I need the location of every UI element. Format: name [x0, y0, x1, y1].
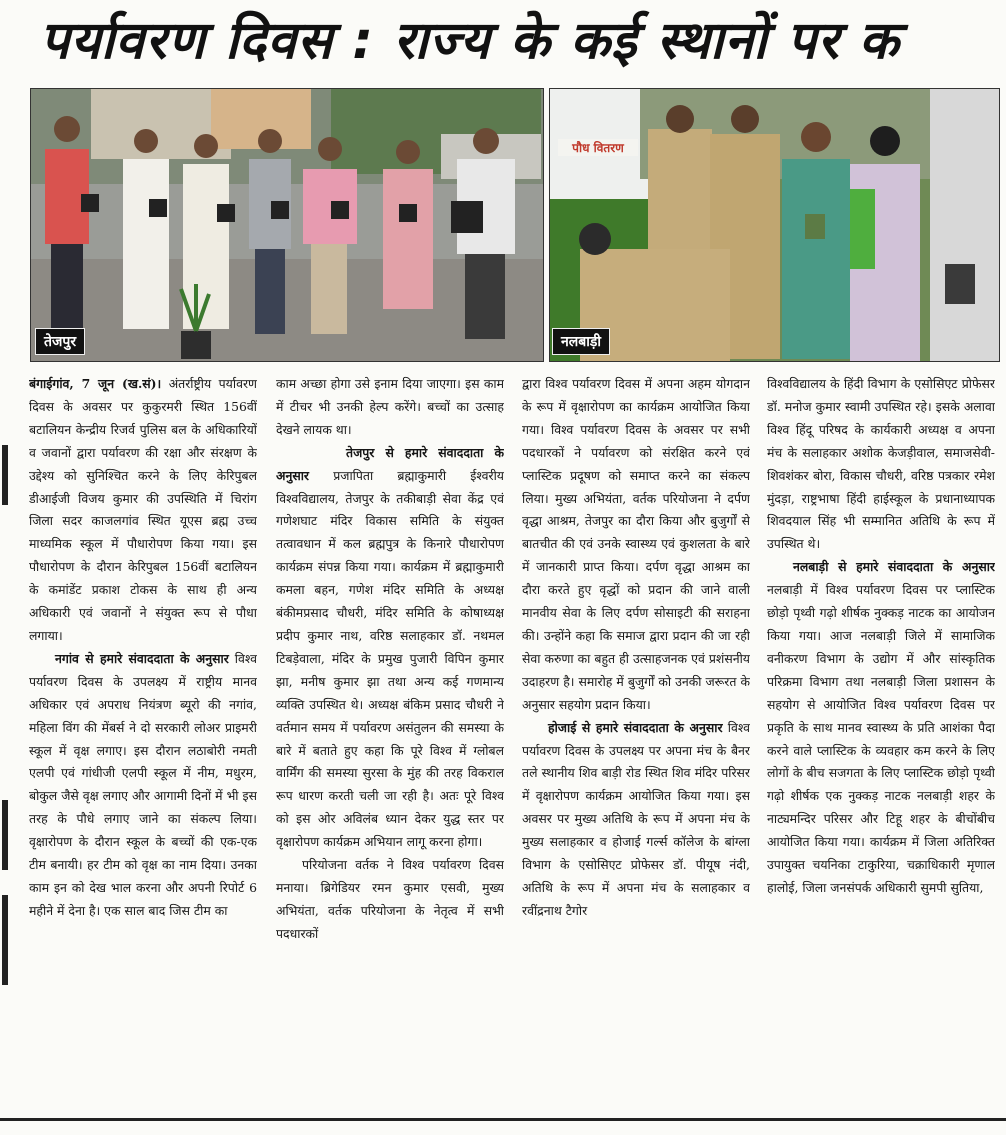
- photo-nalbari: [549, 88, 1000, 362]
- paragraph-text: अंतर्राष्ट्रीय पर्यावरण दिवस के अवसर पर कुकुरमरी स्थित 156वीं बटालियन केन्द्रीय रिजर्व पुलिस बल के अधिकारियों व जवानों द्वारा पर्यावरण की रक्षा और संरक्षण के उद्देश्य को सुनिश्चित करने के लिए केरिपुबल डीआईजी विजय कुमार की उपस्थिति में चिरांग जिला सदर काजलगांव स्थित यूएस ब्रह्म उच्च माध्यमिक स्कूल में पौधारोपण किया गया। इस पौधारोपण के दौरान केरिपुबल 156वीं बटालियन के कमांडेंट प्रकाश टोकस के साथ ही अन्य अधिकारी एवं जवानों ने संयुक्त रूप से पौधा लगाया।: [29, 376, 257, 643]
- article-column-3: [522, 373, 750, 1113]
- photo-tezpur: [30, 88, 544, 362]
- paragraph-text: विश्व पर्यावरण दिवस के उपलक्ष्य पर अपना मंच के बैनर तले स्थानीय शिव बाड़ी रोड स्थित शिव मंदिर परिसर में वृक्षारोपण कार्यक्रम आयोजित किया गया। इस अवसर पर मुख्य अतिथि के रूप में अपना मंच के मुख्य सलाहकार व होजाई गर्ल्स कॉलेज के बांग्ला विभाग के एसोसिएट प्रोफेसर डॉ. पीयूष नंदी, अतिथि के रूप में अपना मंच के सलाहकार व रवींद्रनाथ टैगोर: [522, 719, 750, 918]
- paragraph-text: नलबाड़ी में विश्व पर्यावरण दिवस पर प्लास्टिक छोड़ो पृथ्वी गढ़ो शीर्षक नुक्कड़ नाटक का आयोजन किया गया। आज नलबाड़ी जिले में सामाजिक वनीकरण विभाग के उद्योग में और सांस्कृतिक परिक्रमा विभाग तथा नलबाड़ी जिला प्रशासन के सहयोग से आयोजित विश्व पर्यावरण दिवस पर प्रकृति के साथ मानव स्वास्थ्य के प्रति आशंका पैदा करने वाले प्लास्टिक के व्यवहार कम करने के लिए लोगों के बीच सजगता के लिए प्लास्टिक छोड़ो पृथ्वी गढ़ो शीर्षक एक नुक्कड़ नाटक नलबाड़ी शहर के नाट्यमन्दिर परिसर और टिहू शहर के बीचोंबीच आयोजित किया गया। कार्यक्रम में जिला अतिरिक्त उपायुक्त चयनिका टाकुरिया, चक्राधिकारी मृणाल हालोई, जिला जनसंपर्क अधिकारी सुमपी सुतिया,: [767, 582, 995, 895]
- correspondent-lead: होजाई से हमारे संवाददाता के अनुसार: [548, 719, 723, 735]
- paragraph-text: विश्वविद्यालय के हिंदी विभाग के एसोसिएट प्रोफेसर डॉ. मनोज कुमार स्वामी उपस्थित रहे। इसके अलावा विश्व हिंदू परिषद के कार्यकारी अध्यक्ष व अपना मंच के सलाहकार अशोक केजड़ीवाल, समाजसेवी-शिवशंकर बोरा, विकास चौधरी, वरिष्ठ पत्रकार रमेश मुंदड़ा, राष्ट्रभाषा हिंदी हाईस्कूल के प्रधानाध्यापक शिवदयाल सिंह भी सम्मानित अतिथि के रूप में उपस्थित थे।: [767, 376, 995, 552]
- paragraph-text: परियोजना वर्तक ने विश्व पर्यावरण दिवस मनाया। ब्रिगेडियर रमन कुमार एसवी, मुख्य अभियंता, वर्तक परियोजना के नेतृत्व में सभी पदधारकों: [276, 857, 504, 941]
- adjacent-column-edge: [0, 95, 12, 1095]
- paragraph-text: द्वारा विश्व पर्यावरण दिवस में अपना अहम योगदान के रूप में वृक्षारोपण का कार्यक्रम आयोजित किया गया। विश्व पर्यावरण दिवस के अवसर पर सभी पदधारकों ने पर्यावरण को संरक्षित करने एवं प्लास्टिक प्रदूषण को समाप्त करने का संकल्प लिया। मुख्य अभियंता, वर्तक परियोजना ने दर्पण वृद्धा आश्रम, तेजपुर का दौरा किया और बुजुर्गों से बातचीत की एवं उनके स्वास्थ्य एवं कुशलता के बारे में जानकारी प्राप्त किया। दर्पण वृद्धा आश्रम का दौरा करते हुए वृद्धों को प्रदान की जाने वाली मानवीय सेवा के लिए दर्पण सोसाइटी की सराहना की। उन्होंने कहा कि समाज द्वारा प्रदान की जा रही सेवा करुणा का बहुत ही उत्साहजनक एवं प्रशंसनीय उदाहरण है। समारोह में बुजुर्गों को उनकी जरूरत के अनुसार सहयोग प्रदान किया।: [522, 376, 750, 712]
- correspondent-lead: नलबाड़ी से हमारे संवाददाता के अनुसार: [793, 559, 995, 575]
- paragraph: [767, 556, 995, 900]
- paragraph: [276, 373, 504, 442]
- article-column-2: [276, 373, 504, 1113]
- paragraph-text: प्रजापिता ब्रह्माकुमारी ईश्वरीय विश्वविद्यालय, तेजपुर के तकीबाड़ी सेवा केंद्र एवं गणेशघाट मंदिर विकास समिति के संयुक्त तत्वावधान में कल ब्रह्मपुत्र के किनारे पौधारोपण कार्यक्रम संपन्न किया गया। कार्यक्रम में ब्रह्माकुमारी कमला बहन, गणेश मंदिर समिति के अध्यक्ष बंकीमप्रसाद चौधरी, मंदिर समिति के कोषाध्यक्ष प्रदीप कुमार नाथ, वरिष्ठ सलाहकार डॉ. नथमल टिबड़ेवाला, मंदिर के प्रमुख पुजारी विपिन कुमार झा, मनीष कुमार झा तथा अन्य कई गणमान्य व्यक्ति उपस्थित थे। अध्यक्ष बंकिम प्रसाद चौधरी ने वर्तमान समय में पर्यावरण असंतुलन की समस्या के बारे में बताते हुए कहा कि पूरे विश्व में ग्लोबल वार्मिंग की समस्या सुरसा के मुंह की तरह विकराल रूप धारण करती चली जा रही है। अतः पूरे विश्व को इस ओर अविलंब ध्यान देकर युद्ध स्तर पर वृक्षारोपण कार्यक्रम अभियान लागू करना होगा।: [276, 467, 504, 850]
- paragraph: [522, 717, 750, 923]
- paragraph: [29, 373, 257, 648]
- paragraph: [276, 442, 504, 854]
- photo-caption: नलबाड़ी: [552, 328, 610, 355]
- page-bottom-rule: [0, 1118, 1006, 1121]
- article-column-4: [767, 373, 995, 1113]
- photo-caption: तेजपुर: [35, 328, 85, 355]
- dateline: बंगाईगांव, 7 जून (ख.सं)।: [29, 376, 162, 391]
- headline: पर्यावरण दिवस : राज्य के कई स्थानों पर क: [40, 11, 900, 71]
- paragraph: [522, 373, 750, 717]
- paragraph: [767, 373, 995, 556]
- paragraph: [29, 648, 257, 923]
- article-column-1: [29, 373, 257, 1113]
- correspondent-lead: नगांव से हमारे संवाददाता के अनुसार: [55, 650, 229, 666]
- correspondent-lead: तेजपुर से हमारे संवाददाता के अनुसार: [276, 444, 504, 483]
- paragraph-text: विश्व पर्यावरण दिवस के उपलक्ष्य में राष्ट्रीय मानव अधिकार एवं अपराध नियंत्रण ब्यूरो की नगांव, महिला विंग की मेंबर्स ने दो सरकारी लोअर प्राइमरी स्कूल में वृक्ष लगाए। इस दौरान लठाबोरी नमती एलपी एवं गांधीजी एलपी स्कूल में नीम, मधुरम, बोकुल जैसे वृक्ष लगाए और आगामी दिनों में भी इस तरह के पौधे लगाए जाने का संकल्प लिया। वृक्षारोपण के दौरान स्कूल के बच्चों की एक-एक टीम बनायी। हर टीम को वृक्ष का नाम दिया। उनका काम इन को देख भाल करना और अपनी रिपोर्ट 6 महीने में देना है। एक साल बाद जिस टीम का: [29, 650, 257, 918]
- plant-distribution-banner: पौध वितरण: [558, 139, 638, 156]
- paragraph-text: काम अच्छा होगा उसे इनाम दिया जाएगा। इस काम में टीचर भी उनकी हेल्प करेंगे। बच्चों का उत्साह देखने लायक था।: [276, 376, 504, 437]
- paragraph: [276, 854, 504, 946]
